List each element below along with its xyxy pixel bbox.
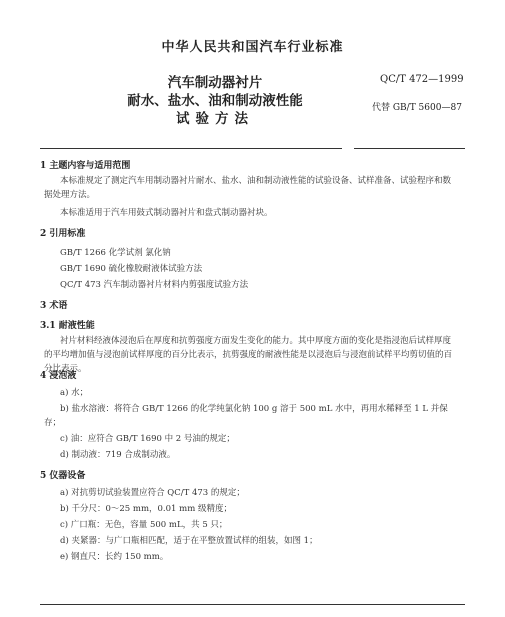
- equipment-item-d: d) 夹紧器：与广口瓶相匹配，适于在平整放置试样的组装，如图 1；: [60, 536, 318, 546]
- equipment-item-b: b) 千分尺：0～25 mm，0.01 mm 级精度；: [60, 504, 232, 514]
- section-4-heading: 4 浸泡液: [40, 371, 77, 381]
- reference-3: QC/T 473 汽车制动器衬片材料内剪强度试验方法: [60, 280, 249, 290]
- document-title: [60, 74, 370, 128]
- section-3-heading: 3 术语: [40, 301, 68, 311]
- title-line-1: 汽车制动器衬片: [167, 75, 263, 91]
- liquid-item-b: b) 盐水溶液：将符合 GB/T 1266 的化学纯氯化钠 100 g 溶于 500 mL 水中，再用水稀释至 1 L 并保存；: [44, 404, 448, 428]
- section-3-1-heading: 3.1 耐液性能: [40, 321, 95, 331]
- top-rule: [40, 148, 465, 149]
- section-1-heading: 1 主题内容与适用范围: [40, 161, 131, 171]
- title-line-3: 试验方法: [176, 111, 254, 127]
- section-2-heading: 2 引用标准: [40, 229, 86, 239]
- section-1-paragraph-1: 本标准规定了测定汽车用制动器衬片耐水、盐水、油和制动液性能的试验设备、试样准备、试验程序和数据处理方法。: [44, 176, 452, 200]
- liquid-item-d: d) 制动液：719 合成制动液。: [60, 450, 176, 460]
- equipment-item-c: c) 广口瓶：无色，容量 500 mL，共 5 只；: [60, 520, 228, 530]
- equipment-item-e: e) 钢直尺：长约 150 mm。: [60, 552, 169, 562]
- reference-1: GB/T 1266 化学试剂 氯化钠: [60, 248, 171, 258]
- reference-2: GB/T 1690 硫化橡胶耐液体试验方法: [60, 264, 203, 274]
- section-1-paragraph-2: 本标准适用于汽车用鼓式制动器衬片和盘式制动器衬块。: [60, 208, 273, 218]
- liquid-item-c: c) 油：应符合 GB/T 1690 中 2 号油的规定；: [60, 434, 235, 444]
- equipment-item-a: a) 对抗剪切试验装置应符合 QC/T 473 的规定；: [60, 488, 245, 498]
- title-line-2: 耐水、盐水、油和制动液性能: [127, 93, 303, 109]
- replaces-standard: 代替 GB/T 5600—87: [372, 103, 462, 113]
- section-5-heading: 5 仪器设备: [40, 471, 86, 481]
- top-rule-gap: [342, 148, 354, 150]
- bottom-rule: [40, 604, 465, 605]
- section-3-1-paragraph: 衬片材料经液体浸泡后在厚度和抗剪强度方面发生变化的能力。其中厚度方面的变化是指浸泡后试样厚度的平均增加值与浸泡前试样厚度的百分比表示，抗剪强度的耐液性能是以浸泡后与浸泡前试样平均剪切值的百分比表示。: [44, 336, 453, 374]
- liquid-item-a: a) 水；: [60, 388, 89, 398]
- standard-code: QC/T 472—1999: [380, 74, 464, 85]
- standard-category-title: 中华人民共和国汽车行业标准: [161, 40, 344, 55]
